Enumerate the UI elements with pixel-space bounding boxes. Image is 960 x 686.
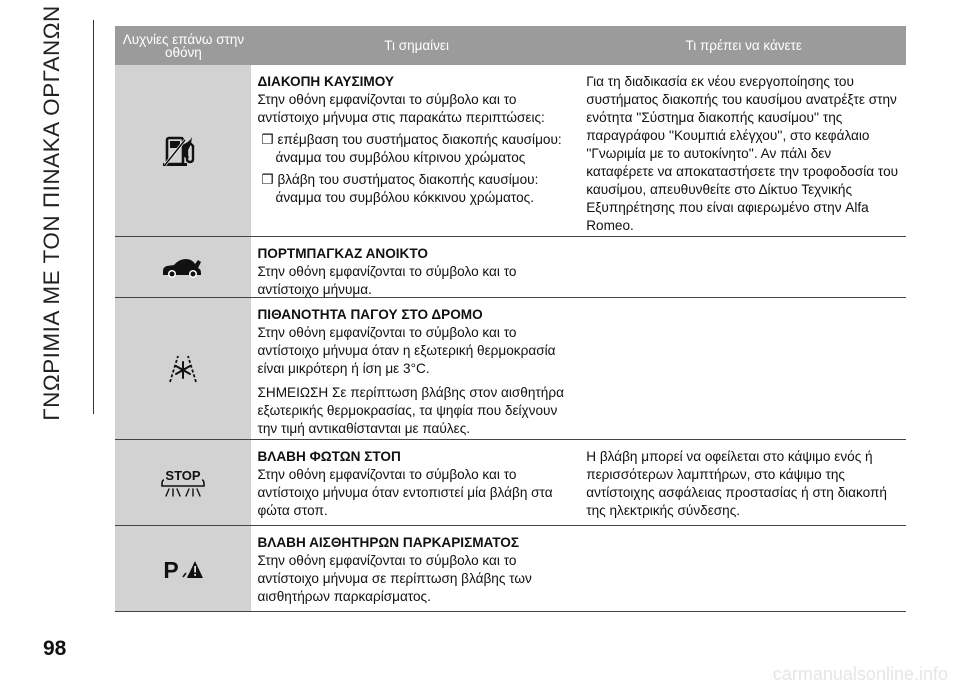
row-text: Στην οθόνη εμφανίζονται το σύμβολο και το αντίστοιχο μήνυμα όταν η εξωτερική θερμοκρασία είναι μικρότερη ή ίση με 3°C. <box>257 325 556 376</box>
action-cell <box>578 526 906 611</box>
bullet-item: ❒ βλάβη του συστήματος διακοπής καυσίμου: άναμμα του συμβόλου κόκκινου χρώματος. <box>261 172 539 205</box>
row-text: Στην οθόνη εμφανίζονται το σύμβολο και το αντίστοιχο μήνυμα στις παρακάτω περιπτώσεις: <box>257 92 545 125</box>
row-action: Για τη διαδικασία εκ νέου ενεργοποίησης του συστήματος διακοπής του καυσίμου ανατρέξτε στην ενότητα ''Σύστημα διακοπής καυσίμου'' της παραγράφου ''Κουμπιά ελέγχου'', στο κεφάλαιο ''Γνωριμία με το αυτοκίνητο''. Αν πάλι δεν καταφέρετε να αποκαταστήσετε την τροφοδοσία του καυσίμου, απευθυνθείτε στο Δίκτυο Τεχνικής Εξυπηρέτησης που είναι αφιερωμένο στην Alfa Romeo. <box>586 74 899 233</box>
table-bottom-rule <box>115 611 906 612</box>
stop-lights-icon <box>160 466 206 500</box>
table-row <box>115 236 906 297</box>
section-title-text: ΓΝΩΡΙΜΙΑ ΜΕ ΤΟΝ ΠΙΝΑΚΑ ΟΡΓΑΝΩΝ <box>39 4 64 421</box>
row-text: Στην οθόνη εμφανίζονται το σύμβολο και το αντίστοιχο μήνυμα σε περίπτωση βλάβης των αισθητήρων παρκαρίσματος. <box>257 553 532 604</box>
row-note: ΣΗΜΕΙΩΣΗ Σε περίπτωση βλάβης στον αισθητήρα εξωτερικής θερμοκρασίας, τα ψηφία που δείχνουν την τιμή αντικαθίστανται με παύλες. <box>257 385 564 436</box>
icon-cell <box>115 298 251 439</box>
header-action: Τι πρέπει να κάνετε <box>685 38 802 53</box>
action-cell <box>578 298 906 439</box>
table-row <box>115 65 906 236</box>
action-cell <box>578 65 906 236</box>
meaning-cell <box>251 237 578 297</box>
meaning-cell <box>251 65 578 236</box>
icon-cell <box>115 526 251 611</box>
bullet-item: ❒ επέμβαση του συστήματος διακοπής καυσίμου: άναμμα του συμβόλου κίτρινου χρώματος <box>261 132 562 165</box>
row-title: ΒΛΑΒΗ ΑΙΣΘΗΤΗΡΩΝ ΠΑΡΚΑΡΙΣΜΑΤΟΣ <box>257 535 520 550</box>
table-header <box>115 26 906 65</box>
watermark: carmanualsonline.info <box>772 664 948 684</box>
side-divider <box>93 20 94 414</box>
row-title: ΠΙΘΑΝΟΤΗΤΑ ΠΑΓΟΥ ΣΤΟ ΔΡΟΜΟ <box>257 307 483 322</box>
row-title: ΠΟΡΤΜΠΑΓΚΑΖ ΑΝΟΙΚΤΟ <box>257 246 429 261</box>
section-side-title <box>24 4 80 421</box>
row-title: ΒΛΑΒΗ ΦΩΤΩΝ ΣΤΟΠ <box>257 449 401 464</box>
table-row <box>115 297 906 439</box>
header-lights: Λυχνίες επάνω στην οθόνη <box>122 31 245 60</box>
ice-warning-icon <box>168 354 198 384</box>
bullet-glyph: ❒ <box>261 132 274 147</box>
header-meaning: Τι σημαίνει <box>384 38 449 53</box>
table-row <box>115 525 906 611</box>
parking-icon-label: P <box>163 556 179 582</box>
table-row <box>115 439 906 525</box>
row-title: ΔΙΑΚΟΠΗ ΚΑΥΣΙΜΟΥ <box>257 74 394 89</box>
icon-cell <box>115 440 251 525</box>
meaning-cell <box>251 440 578 525</box>
row-text: Στην οθόνη εμφανίζονται το σύμβολο και το αντίστοιχο μήνυμα. <box>257 264 517 297</box>
bullet-glyph: ❒ <box>261 172 274 187</box>
stop-lights-icon-label: STOP <box>165 467 201 483</box>
meaning-cell <box>251 526 578 611</box>
row-action: Η βλάβη μπορεί να οφείλεται στο κάψιμο ενός ή περισσότερων λαμπτήρων, στο κάψιμο της αντίστοιχης ασφάλειας προστασίας ή στη διακοπή της ηλεκτρικής σύνδεσης. <box>586 449 887 518</box>
action-cell <box>578 237 906 297</box>
trunk-open-icon <box>160 255 206 279</box>
action-cell <box>578 440 906 525</box>
icon-cell <box>115 65 251 236</box>
warning-lights-table <box>115 26 906 612</box>
fuel-cutoff-icon <box>161 134 205 168</box>
parking-sensor-fault-icon <box>162 556 204 582</box>
meaning-cell <box>251 298 578 439</box>
page-number: 98 <box>43 637 67 660</box>
row-text: Στην οθόνη εμφανίζονται το σύμβολο και το αντίστοιχο μήνυμα όταν εντοπιστεί μία βλάβη στα φώτα στοπ. <box>257 467 553 518</box>
icon-cell <box>115 237 251 297</box>
